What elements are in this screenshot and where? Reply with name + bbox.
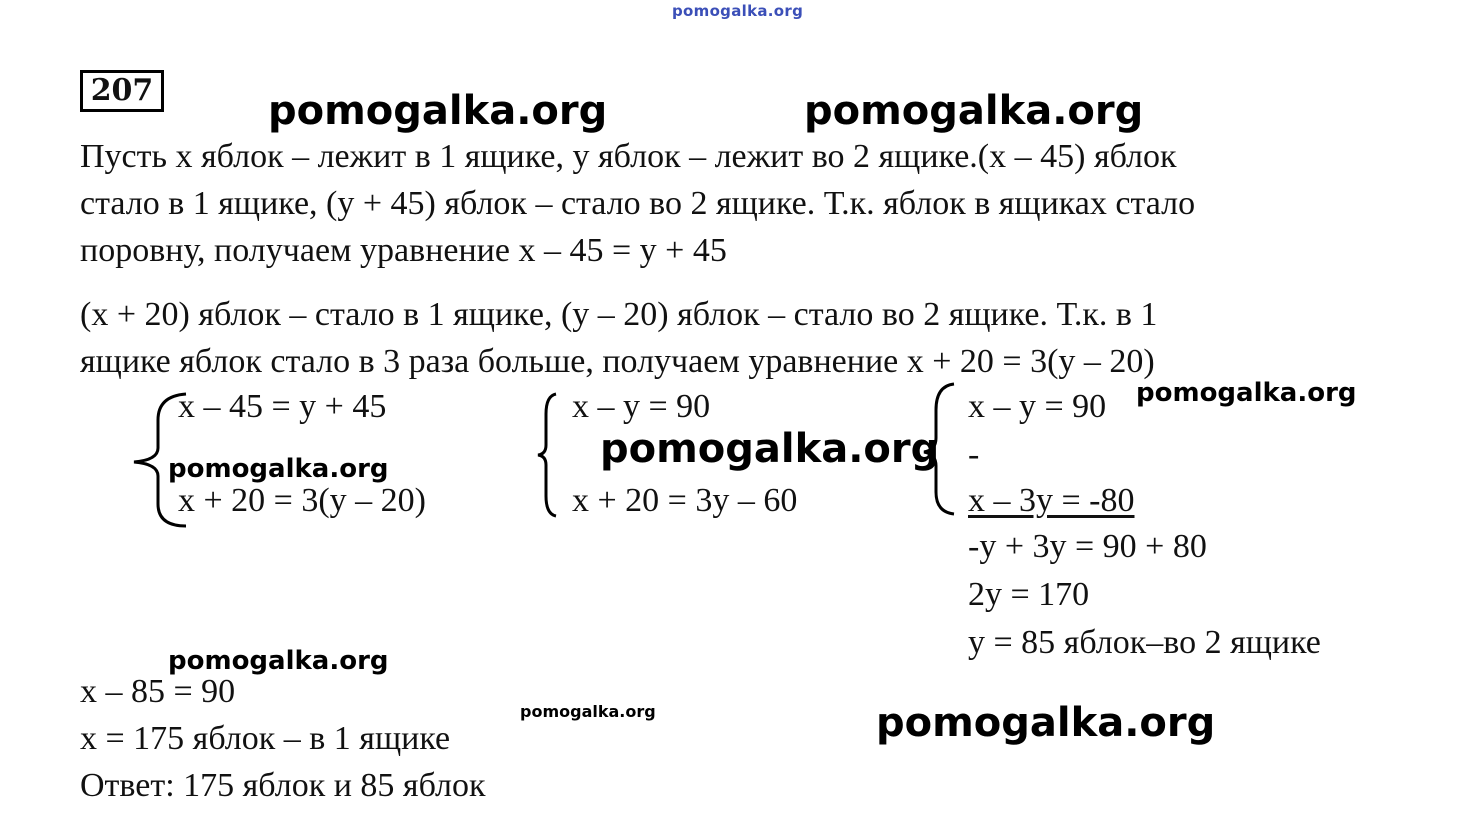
paragraph-line: стало в 1 ящике, (у + 45) яблок – стало во 2 ящике. Т.к. яблок в ящиках стало <box>80 185 1196 222</box>
system3-eq1: х – у = 90 <box>968 388 1107 425</box>
watermark: pomogalka.org <box>520 702 656 721</box>
watermark: pomogalka.org <box>168 646 389 676</box>
system2-eq2: х + 20 = 3у – 60 <box>572 482 798 519</box>
final-line: х = 175 яблок – в 1 ящике <box>80 720 451 757</box>
solution-step: -у + 3у = 90 + 80 <box>968 528 1207 565</box>
solution-step: 2у = 170 <box>968 576 1090 613</box>
watermark: pomogalka.org <box>600 426 940 472</box>
watermark: pomogalka.org <box>804 88 1144 134</box>
watermark: pomogalka.org <box>876 700 1216 746</box>
system1-eq1: х – 45 = у + 45 <box>178 388 387 425</box>
system2-eq1: х – у = 90 <box>572 388 711 425</box>
watermark: pomogalka.org <box>168 454 389 484</box>
paragraph-line: (х + 20) яблок – стало в 1 ящике, (у – 20) яблок – стало во 2 ящике. Т.к. в 1 <box>80 296 1158 333</box>
watermark: pomogalka.org <box>1136 378 1357 408</box>
paragraph-line: ящике яблок стало в 3 раза больше, получаем уравнение х + 20 = 3(у – 20) <box>80 343 1155 380</box>
solution-step: у = 85 яблок–во 2 ящике <box>968 624 1321 661</box>
final-line: х – 85 = 90 <box>80 673 236 710</box>
minus-sign: - <box>968 436 980 473</box>
paragraph-line: Пусть х яблок – лежит в 1 ящике, у яблок – лежит во 2 ящике.(х – 45) яблок <box>80 138 1177 175</box>
system3-eq2: х – 3у = -80 <box>968 482 1135 519</box>
watermark: pomogalka.org <box>268 88 608 134</box>
paragraph-line: поровну, получаем уравнение х – 45 = у + 45 <box>80 232 727 269</box>
system1-eq2: х + 20 = 3(у – 20) <box>178 482 426 519</box>
answer-line: Ответ: 175 яблок и 85 яблок <box>80 767 486 804</box>
brace-icon <box>536 390 566 520</box>
watermark-top: pomogalka.org <box>672 2 804 20</box>
problem-number: 207 <box>80 70 164 112</box>
brace-icon <box>920 380 960 520</box>
